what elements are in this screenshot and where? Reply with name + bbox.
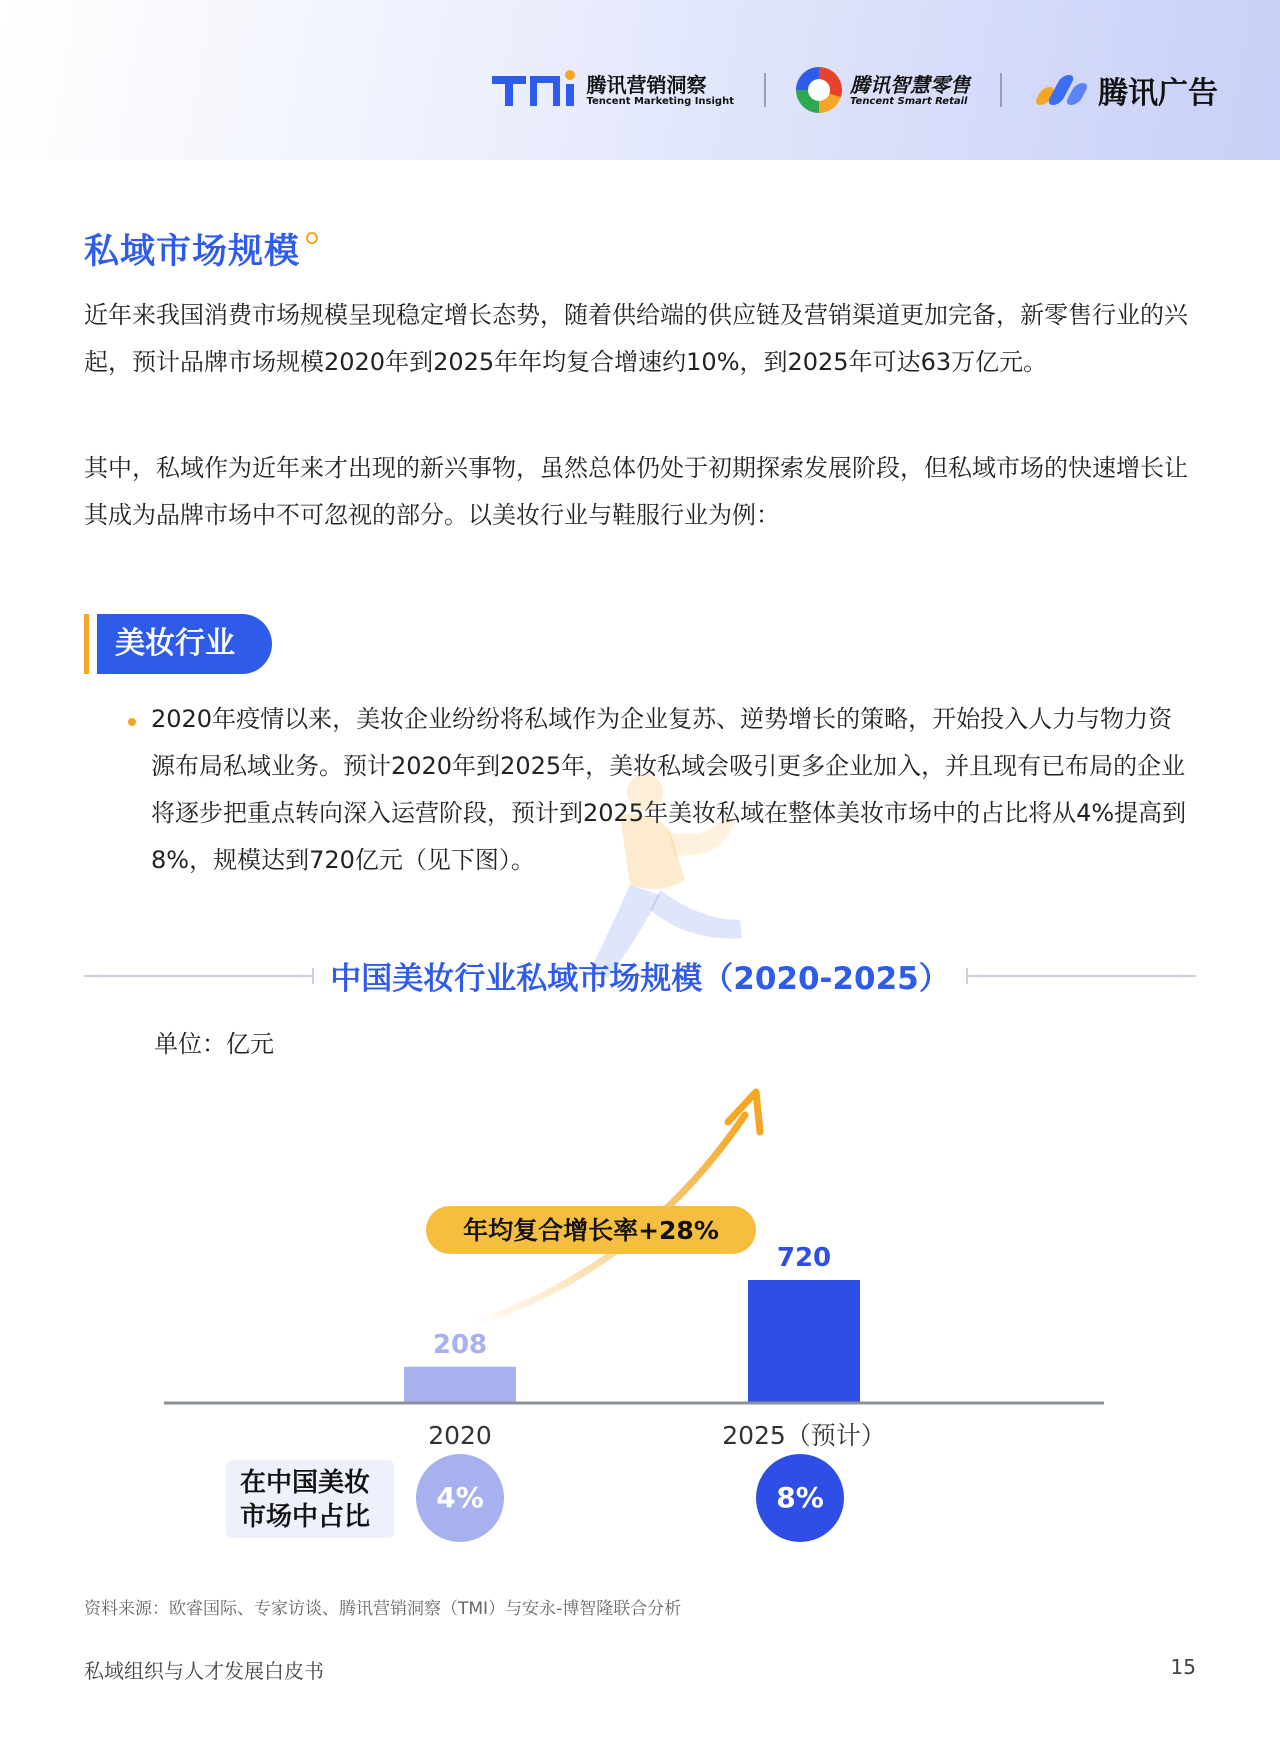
tencent-ads-logo-icon (1032, 70, 1092, 110)
data-label-2020: 208 (432, 1329, 488, 1360)
tencent-ads-logo (1032, 68, 1218, 112)
smart-retail-logo-en: Tencent Smart Retail (850, 95, 968, 107)
smart-retail-logo-icon (796, 67, 842, 113)
growth-rate-label: 年均复合增长率+28% (463, 1216, 719, 1245)
title-rule-left (84, 975, 312, 977)
title-rule-right (968, 975, 1196, 977)
logo-divider (1000, 73, 1002, 107)
smart-retail-logo-cn: 腾讯智慧零售 (850, 72, 970, 97)
bar-2025（预计） (748, 1280, 860, 1402)
page-number: 15 (1170, 1655, 1196, 1679)
header-logos (492, 62, 1218, 118)
source-note: 资料来源：欧睿国际、专家访谈、腾讯营销洞察（TMI）与安永-博智隆联合分析 (84, 1599, 682, 1619)
logo-divider (764, 73, 766, 107)
bar-2020 (404, 1367, 516, 1402)
tencent-ads-logo-text: 腾讯广告 (1098, 76, 1218, 111)
footer-title: 私域组织与人才发展白皮书 (84, 1659, 324, 1683)
bullet-text: 2020年疫情以来，美妆企业纷纷将私域作为企业复苏、逆势增长的策略，开始投入人力与物力资源布局私域业务。预计2020年到2025年，美妆私域会吸引更多企业加入，并且现有已布局的企业将逐步把重点转向深入运营阶段，预计到2025年美妆私域在整体美妆市场中的占比将从4%提高到8%，规模达到720亿元（见下图）。 (151, 705, 1187, 874)
ring-icon (306, 232, 318, 244)
smart-retail-logo (796, 67, 970, 113)
subsection-tag-bar (84, 614, 89, 674)
section-title: 私域市场规模 (84, 224, 318, 274)
chart-unit: 单位：亿元 (154, 1030, 274, 1058)
tmi-logo-icon (492, 70, 578, 110)
category-label-2020: 2020 (428, 1421, 492, 1450)
share-circle-2020: 4% (416, 1454, 504, 1542)
tmi-logo (492, 70, 734, 110)
tmi-logo-cn: 腾讯营销洞察 (586, 72, 707, 97)
paragraph-2: 其中，私域作为近年来才出现的新兴事物，虽然总体仍处于初期探索发展阶段，但私域市场的快速增长让其成为品牌市场中不可忽视的部分。以美妆行业与鞋服行业为例： (84, 454, 1188, 529)
data-label-2025（预计）: 720 (776, 1243, 832, 1273)
share-circle-2025: 8% (756, 1454, 844, 1542)
bullet-dot (128, 718, 136, 726)
category-label-2025（预计）: 2025（预计） (722, 1421, 886, 1450)
subsection-tag: 美妆行业 (97, 614, 272, 674)
page-header (0, 0, 1280, 160)
share-legend: 在中国美妆市场中占比 (226, 1460, 394, 1538)
bar-chart (0, 1070, 1280, 1590)
tmi-logo-en: Tencent Marketing Insight (586, 95, 734, 107)
chart-title: 中国美妆行业私域市场规模（2020-2025） (330, 961, 950, 997)
paragraph-1: 近年来我国消费市场规模呈现稳定增长态势，随着供给端的供应链及营销渠道更加完备，新零售行业的兴起，预计品牌市场规模2020年到2025年年均复合增速约10%，到2025年可达63万亿元。 (84, 301, 1188, 376)
